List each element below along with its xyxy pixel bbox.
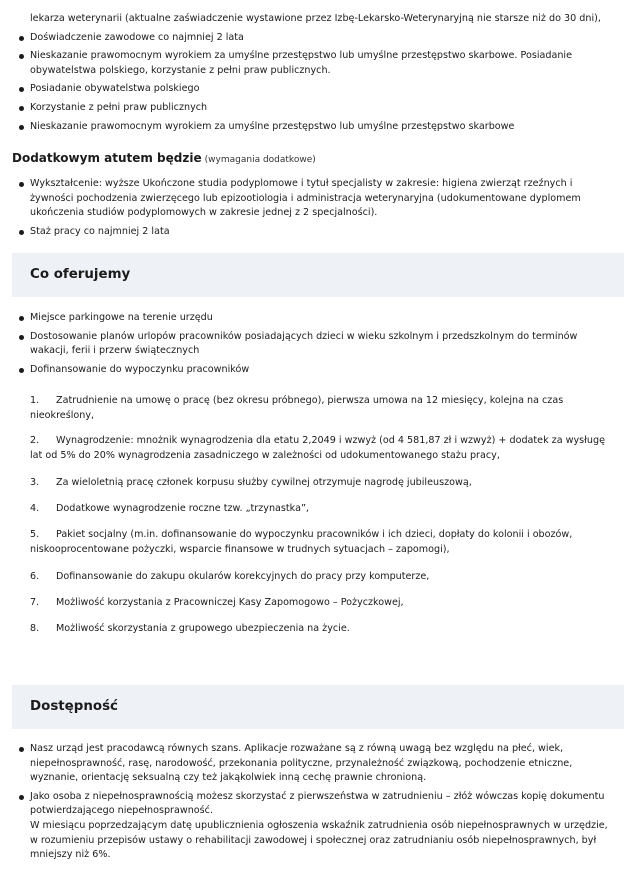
item-number: 6. [30, 571, 40, 582]
additional-requirements-list [0, 177, 615, 239]
offer-bullet-list [0, 311, 615, 377]
requirement-continuation: lekarza weterynarii (aktualne zaświadczenie wystawione przez Izbę-Lekarsko-Weterynaryjną nie starsze niż do 30 dni), [30, 13, 601, 24]
offer-numbered-item [30, 596, 614, 611]
accessibility-list [0, 742, 615, 863]
item-text: Dodatkowe wynagrodzenie roczne tzw. „trzynastka”, [56, 503, 309, 514]
offer-numbered-item [30, 570, 614, 585]
additional-heading-note: (wymagania dodatkowe) [204, 155, 316, 165]
offer-section-header [12, 253, 624, 297]
additional-heading-text: Dodatkowym atutem będzie [12, 151, 202, 165]
offer-heading: Co oferujemy [30, 267, 131, 282]
requirement-item: Nieskazanie prawomocnym wyrokiem za umyślne przestępstwo lub umyślne przestępstwo skarbowe. Posiadanie obywatelstwa polskiego, korzystanie z pełni praw publicznych. [12, 49, 615, 78]
item-number: 7. [30, 597, 40, 608]
requirement-item: Posiadanie obywatelstwa polskiego [12, 82, 615, 97]
requirements-list [0, 12, 615, 134]
item-number: 8. [30, 623, 40, 634]
accessibility-section-header [12, 685, 624, 729]
accessibility-heading: Dostępność [30, 699, 118, 714]
item-number: 4. [30, 503, 40, 514]
offer-numbered-item [30, 476, 614, 491]
offer-bullet: Dofinansowanie do wypoczynku pracowników [12, 363, 615, 378]
item-text: Możliwość korzystania z Pracowniczej Kasy Zapomogowo – Pożyczkowej, [56, 597, 404, 608]
accessibility-item [12, 742, 615, 786]
item-text: Możliwość skorzystania z grupowego ubezpieczenia na życie. [56, 623, 350, 634]
item-text: Dofinansowanie do zakupu okularów korekcyjnych do pracy przy komputerze, [56, 571, 430, 582]
accessibility-item-subtext: W miesiącu poprzedzającym datę upublicznienia ogłoszenia wskaźnik zatrudnienia osób niepełnosprawnych w urzędzie, w rozumieniu przepisów ustawy o rehabilitacji zawodowej i społecznej oraz zatrudnianiu osób niepełnosprawnych, był mniejszy niż 6%. [30, 819, 608, 861]
accessibility-item-text: Nasz urząd jest pracodawcą równych szans. Aplikacje rozważane są z równą uwagą bez względu na płeć, wiek, niepełnosprawność, rasę, narodowość, przekonania polityczne, przynależność związkową, pochodzenie etniczne, wyznanie, orientację seksualną czy też jakąkolwiek inną cechę prawnie chronioną. [30, 743, 573, 784]
item-text: Pakiet socjalny (m.in. dofinansowanie do wypoczynku pracowników i ich dzieci, dopłaty do kolonii i obozów, niskooprocentowane pożyczki, wsparcie finansowe w trudnych sytuacjach – zapomogi), [30, 529, 573, 555]
item-number: 2. [30, 435, 40, 446]
item-number: 5. [30, 529, 40, 540]
requirement-item: Korzystanie z pełni praw publicznych [12, 101, 615, 116]
offer-numbered-item [30, 502, 614, 517]
offer-numbered-item [30, 528, 614, 557]
item-text: Za wieloletnią pracę członek korpusu służby cywilnej otrzymuje nagrodę jubileuszową, [56, 477, 472, 488]
additional-requirements-heading [12, 151, 316, 168]
item-text: Zatrudnienie na umowę o pracę (bez okresu próbnego), pierwsza umowa na 12 miesięcy, kolejna na czas nieokreślony, [30, 395, 564, 421]
item-number: 1. [30, 395, 40, 406]
offer-numbered-item [30, 434, 614, 463]
offer-bullet: Miejsce parkingowe na terenie urzędu [12, 311, 615, 326]
accessibility-item-text: Jako osoba z niepełnosprawnością możesz skorzystać z pierwszeństwa w zatrudnieniu – złóż wówczas kopię dokumentu potwierdzającego niepełnosprawność. [30, 790, 605, 817]
offer-numbered-item [30, 622, 614, 637]
accessibility-item [12, 790, 615, 863]
offer-bullet: Dostosowanie planów urlopów pracowników posiadających dzieci w wieku szkolnym i przedszkolnym do terminów wakacji, ferii i przerw świątecznych [12, 330, 615, 359]
requirement-item: Nieskazanie prawomocnym wyrokiem za umyślne przestępstwo lub umyślne przestępstwo skarbowe [12, 120, 615, 135]
offer-numbered-item [30, 394, 614, 423]
item-number: 3. [30, 477, 40, 488]
additional-item: Staż pracy co najmniej 2 lata [12, 225, 615, 240]
additional-item: Wykształcenie: wyższe Ukończone studia podyplomowe i tytuł specjalisty w zakresie: higiena zwierząt rzeźnych i żywności pochodzenia zwierzęcego lub epizootiologia i administracja weterynaryjna (udokumentowane dyplomem ukończenia studiów podyplomowych w zakresie jednej z 2 specjalności). [12, 177, 615, 221]
requirement-item: Doświadczenie zawodowe co najmniej 2 lata [12, 31, 615, 46]
item-text: Wynagrodzenie: mnożnik wynagrodzenia dla etatu 2,2049 i wzwyż (od 4 581,87 zł i wzwyż) + dodatek za wysługę lat od 5% do 20% wynagrodzenia zasadniczego w zależności od udokumentowanego stażu pracy, [30, 435, 605, 461]
